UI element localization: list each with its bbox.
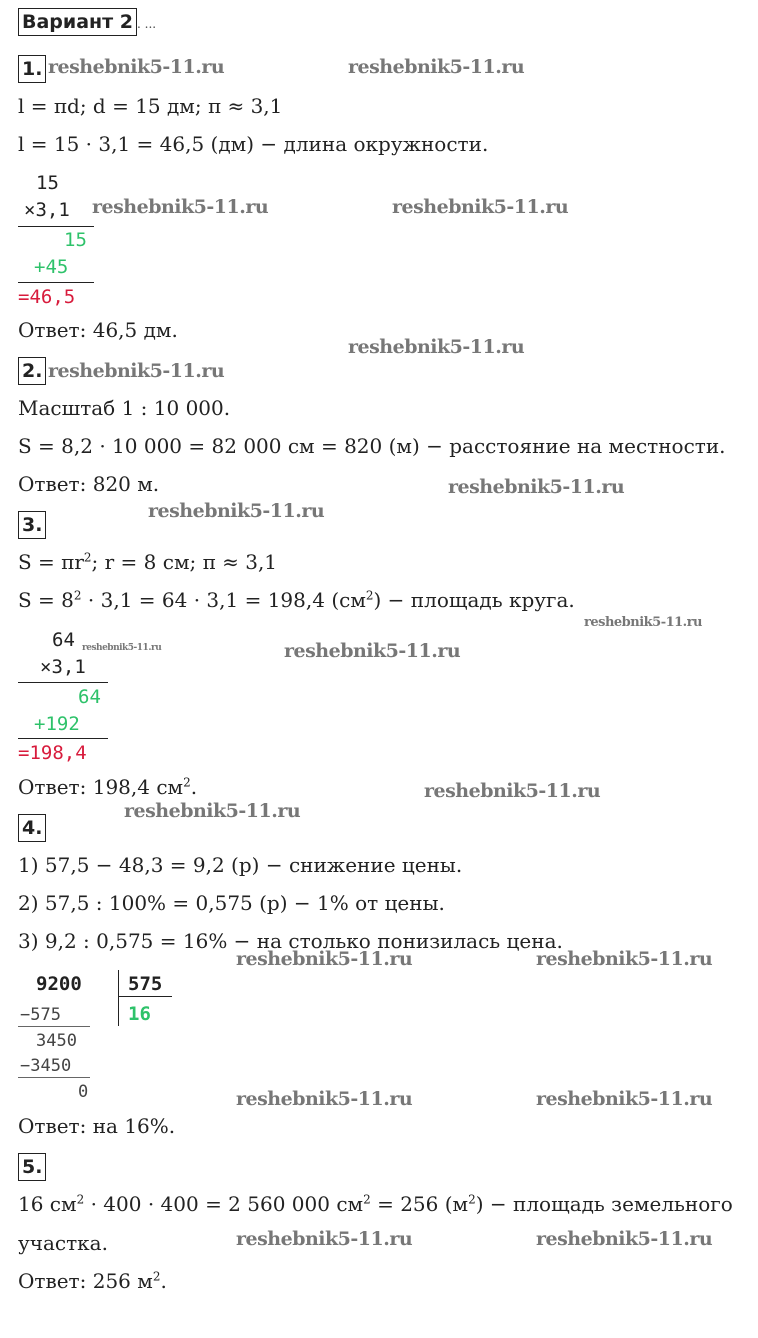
task-2-answer: Ответ: 820 м.: [18, 472, 160, 496]
watermark: reshebnik5-11.ru: [448, 476, 625, 498]
task-4-divisor: 575: [128, 973, 163, 995]
watermark: reshebnik5-11.ru: [236, 1228, 413, 1250]
task-1-rule-1: [18, 226, 94, 227]
watermark: reshebnik5-11.ru: [536, 1228, 713, 1250]
task-4-quotient: 16: [128, 1003, 151, 1025]
task-1-line-1: l = πd; d = 15 дм; π ≈ 3,1: [18, 94, 283, 118]
task-5-answer: Ответ: 256 $м^2$.: [18, 1269, 167, 1293]
task-1-mult-b: ×3,1: [24, 199, 70, 221]
task-4-number: 4.: [18, 814, 46, 842]
task-4-division-bar: [118, 970, 119, 1026]
task-4-remainder: 0: [78, 1082, 89, 1102]
task-4-sub-3: −3450: [20, 1056, 72, 1076]
watermark: reshebnik5-11.ru: [124, 800, 301, 822]
watermark: reshebnik5-11.ru: [348, 336, 525, 358]
variant-title: Вариант 2: [18, 8, 137, 36]
task-1-partial-1: 15: [64, 229, 87, 251]
task-4-answer: Ответ: на 16%.: [18, 1114, 176, 1138]
task-4-rule-1: [18, 1026, 90, 1027]
watermark: reshebnik5-11.ru: [392, 196, 569, 218]
task-4-line-2: 2) 57,5 : 100% = 0,575 (р) − 1% от цены.: [18, 891, 445, 915]
task-4-sub-2: 3450: [36, 1031, 77, 1051]
watermark: reshebnik5-11.ru: [284, 640, 461, 662]
task-4-dividend: 9200: [36, 973, 82, 995]
watermark: reshebnik5-11.ru: [148, 500, 325, 522]
task-4-line-1: 1) 57,5 − 48,3 = 9,2 (р) − снижение цены.: [18, 853, 463, 877]
watermark: reshebnik5-11.ru: [536, 1088, 713, 1110]
task-3-partial-2: +192: [34, 713, 80, 735]
task-3-line-1: $S = \pi r^2$; r = 8 см; π ≈ 3,1: [18, 550, 278, 574]
task-5-number: 5.: [18, 1153, 46, 1181]
task-3-mult-b: ×3,1: [40, 656, 86, 678]
variant-heading: [18, 8, 156, 36]
task-1-mult-a: 15: [36, 172, 59, 194]
task-3-number: 3.: [18, 511, 46, 539]
task-2-number: 2.: [18, 357, 46, 385]
variant-title-tail: . ...: [137, 17, 157, 31]
watermark: reshebnik5-11.ru: [82, 643, 162, 653]
watermark: reshebnik5-11.ru: [424, 780, 601, 802]
watermark: reshebnik5-11.ru: [92, 196, 269, 218]
task-3-rule-2: [18, 738, 108, 739]
task-3-answer: Ответ: 198,4 $см^2$.: [18, 775, 198, 799]
task-3-mult-a: 64: [52, 629, 75, 651]
task-3-partial-1: 64: [78, 686, 101, 708]
watermark: reshebnik5-11.ru: [348, 56, 525, 78]
task-4-sub-1: −575: [20, 1005, 61, 1025]
watermark: reshebnik5-11.ru: [536, 948, 713, 970]
task-3-line-2: $S = 8^2 \cdot 3,1 = 64 \cdot 3,1 = 198,4$ $(см^2)$ − площадь круга.: [18, 588, 575, 612]
watermark: reshebnik5-11.ru: [584, 615, 703, 630]
task-5-line-1: 16 $см^2 \cdot 400 \cdot 400 = 2$ 560 000 $см^2 = 256$ $(м^2)$ − площадь земельного: [18, 1192, 733, 1216]
task-1-partial-2: +45: [34, 256, 69, 278]
task-5-line-2: участка.: [18, 1231, 108, 1255]
task-2-line-1: Масштаб 1 : 10 000.: [18, 396, 231, 420]
task-1-number: 1.: [18, 55, 46, 83]
task-1-answer: Ответ: 46,5 дм.: [18, 318, 178, 342]
watermark: reshebnik5-11.ru: [48, 360, 225, 382]
task-4-rule-2: [18, 1077, 90, 1078]
task-1-result: =46,5: [18, 286, 76, 308]
watermark: reshebnik5-11.ru: [48, 56, 225, 78]
watermark: reshebnik5-11.ru: [236, 948, 413, 970]
task-3-result: =198,4: [18, 742, 87, 764]
task-4-divisor-rule: [118, 996, 172, 997]
watermark: reshebnik5-11.ru: [236, 1088, 413, 1110]
task-4-line-3: 3) 9,2 : 0,575 = 16% − на столько понизилась цена.: [18, 929, 563, 953]
task-1-rule-2: [18, 282, 94, 283]
task-2-line-2: S = 8,2 · 10 000 = 82 000 см = 820 (м) − расстояние на местности.: [18, 434, 726, 458]
task-3-rule-1: [18, 682, 108, 683]
task-1-line-2: l = 15 · 3,1 = 46,5 (дм) − длина окружности.: [18, 132, 489, 156]
